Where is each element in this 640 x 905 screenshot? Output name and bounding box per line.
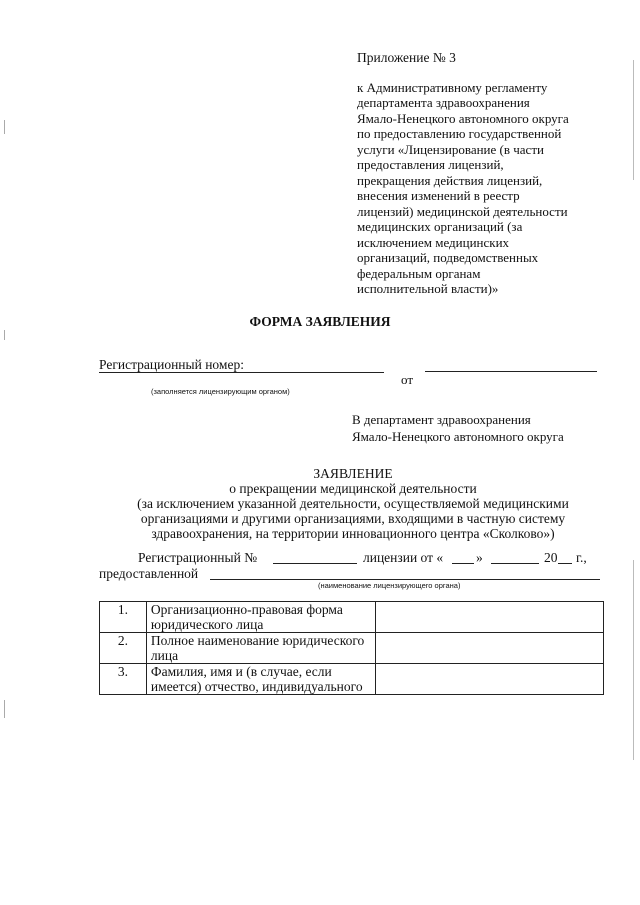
- appendix-line: предоставления лицензий,: [357, 157, 504, 172]
- addressee-line: В департамент здравоохранения: [352, 412, 531, 427]
- application-subtitle-line: здравоохранения, на территории инновационного центра «Сколково»): [151, 526, 555, 541]
- row-number: 2.: [100, 633, 147, 664]
- license-reg-label: Регистрационный №: [138, 550, 258, 565]
- appendix-line: медицинских организаций (за: [357, 219, 523, 234]
- granted-by-caption: (наименование лицензирующего органа): [318, 581, 461, 590]
- application-heading: ЗАЯВЛЕНИЕ: [313, 466, 393, 481]
- license-date-label: лицензии от «: [363, 550, 444, 565]
- row-number: 1.: [100, 602, 147, 633]
- scan-edge-right: [633, 560, 634, 760]
- registration-date-label: от: [401, 372, 414, 387]
- appendix-title: Приложение № 3: [357, 50, 456, 65]
- license-year-prefix: 20: [544, 550, 558, 565]
- table-row: [100, 633, 604, 664]
- appendix-line: департамента здравоохранения: [357, 95, 530, 110]
- form-title: ФОРМА ЗАЯВЛЕНИЯ: [249, 314, 391, 329]
- registration-number-label: Регистрационный номер:: [99, 357, 244, 372]
- appendix-line: Ямало-Ненецкого автономного округа: [357, 110, 569, 126]
- table-row: [100, 602, 604, 633]
- appendix-line: исполнительной власти)»: [357, 281, 499, 296]
- appendix-line: федеральным органам: [357, 265, 481, 281]
- table-row: [100, 664, 604, 695]
- scan-edge-left: [4, 120, 5, 134]
- granted-by-line[interactable]: [210, 579, 600, 580]
- appendix-line: услуги «Лицензирование (в части: [357, 141, 544, 157]
- row-value-field[interactable]: [375, 602, 603, 633]
- appendix-line: внесения изменений в реестр: [357, 188, 520, 203]
- addressee-block: [352, 411, 564, 445]
- row-value-field[interactable]: [375, 664, 603, 695]
- license-year-line[interactable]: [558, 563, 572, 564]
- scan-edge-left: [4, 330, 5, 340]
- appendix-line: к Административному регламенту: [357, 79, 548, 95]
- row-label: Полное наименование юридического лица: [146, 633, 375, 664]
- license-quote-close: »: [476, 550, 483, 565]
- license-day-line[interactable]: [452, 563, 474, 564]
- registration-date-line[interactable]: [425, 371, 597, 372]
- row-number: 3.: [100, 664, 147, 695]
- application-subtitle-line: о прекращении медицинской деятельности: [229, 481, 477, 496]
- license-reg-number-line[interactable]: [273, 563, 357, 564]
- license-year-suffix: г.,: [576, 550, 587, 565]
- registration-caption: (заполняется лицензирующим органом): [151, 387, 290, 396]
- registration-number-line[interactable]: [99, 372, 384, 373]
- application-subtitle-line: организациями и другими организациями, входящими в частную систему: [140, 511, 566, 526]
- appendix-block: [357, 50, 607, 297]
- row-label: Организационно-правовая форма юридического лица: [146, 602, 375, 633]
- application-heading-block: [0, 466, 640, 541]
- scan-edge-right: [633, 60, 634, 180]
- license-month-line[interactable]: [491, 563, 539, 564]
- appendix-line: организаций, подведомственных: [357, 250, 539, 265]
- row-value-field[interactable]: [375, 633, 603, 664]
- granted-by-label: предоставленной: [99, 566, 199, 581]
- row-label: Фамилия, имя и (в случае, если имеется) отчество, индивидуального: [146, 664, 375, 695]
- appendix-line: исключением медицинских: [357, 234, 510, 250]
- applicant-info-table: [99, 601, 604, 695]
- appendix-line: прекращения действия лицензий,: [357, 172, 543, 188]
- addressee-line: Ямало-Ненецкого автономного округа: [352, 429, 564, 444]
- application-subtitle-line: (за исключением указанной деятельности, осуществляемой медицинскими: [137, 496, 569, 511]
- appendix-line: лицензий) медицинской деятельности: [357, 203, 568, 219]
- appendix-line: по предоставлению государственной: [357, 126, 562, 141]
- scan-edge-left: [4, 700, 5, 718]
